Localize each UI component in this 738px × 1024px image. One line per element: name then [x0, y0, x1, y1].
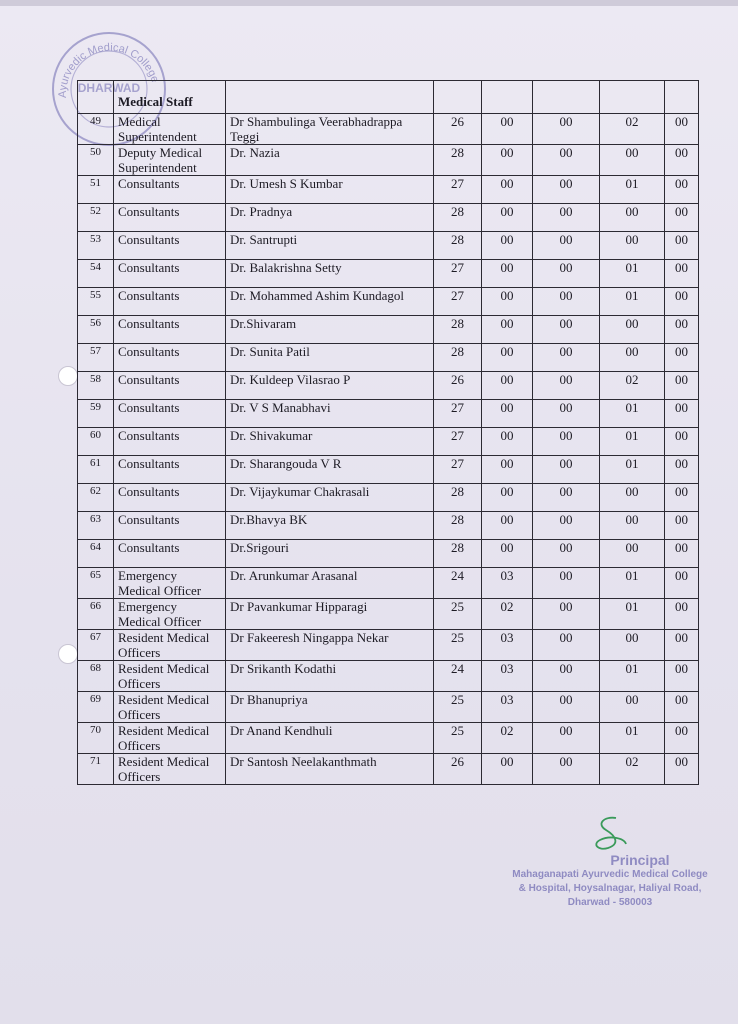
value-5-cell: 00: [665, 661, 699, 692]
value-4-cell: 00: [600, 484, 665, 512]
value-1-cell: 28: [434, 344, 482, 372]
value-2-cell: 00: [482, 260, 533, 288]
table-row: [78, 204, 699, 232]
value-1-cell: 26: [434, 372, 482, 400]
punch-hole-top: [58, 366, 78, 386]
value-4-cell: 00: [600, 692, 665, 723]
value-1-cell: 24: [434, 568, 482, 599]
value-5-cell: 00: [665, 145, 699, 176]
designation-cell: Consultants: [114, 456, 226, 484]
value-1-cell: 28: [434, 145, 482, 176]
staff-name-cell: Dr. Santrupti: [226, 232, 434, 260]
value-3-cell: 00: [533, 484, 600, 512]
staff-name-cell: Dr. Arunkumar Arasanal: [226, 568, 434, 599]
value-2-cell: 00: [482, 456, 533, 484]
value-1-cell: 28: [434, 204, 482, 232]
value-2-cell: 00: [482, 428, 533, 456]
row-number-cell: 60: [78, 428, 114, 456]
value-5-cell: 00: [665, 484, 699, 512]
value-1-cell: 26: [434, 754, 482, 785]
row-number-cell: 63: [78, 512, 114, 540]
value-2-cell: 00: [482, 484, 533, 512]
table-row: [78, 512, 699, 540]
designation-cell: Consultants: [114, 540, 226, 568]
value-4-cell: 01: [600, 568, 665, 599]
value-1-cell: 27: [434, 428, 482, 456]
value-3-cell: 00: [533, 372, 600, 400]
value-3-cell: 00: [533, 176, 600, 204]
value-3-cell: 00: [533, 260, 600, 288]
table-row: [78, 630, 699, 661]
row-number-cell: 54: [78, 260, 114, 288]
value-3-cell: 00: [533, 400, 600, 428]
table-row: [78, 260, 699, 288]
value-4-cell: 01: [600, 456, 665, 484]
value-2-cell: 03: [482, 692, 533, 723]
value-1-cell: 25: [434, 692, 482, 723]
stamp-title: Principal: [610, 852, 670, 868]
row-number-cell: 55: [78, 288, 114, 316]
value-5-cell: 00: [665, 232, 699, 260]
value-2-cell: 00: [482, 512, 533, 540]
value-4-cell: 00: [600, 540, 665, 568]
designation-cell: Emergency Medical Officer: [114, 599, 226, 630]
value-4-cell: 00: [600, 145, 665, 176]
value-1-cell: 25: [434, 630, 482, 661]
value-1-cell: 28: [434, 232, 482, 260]
row-number-cell: 66: [78, 599, 114, 630]
staff-name-cell: Dr Anand Kendhuli: [226, 723, 434, 754]
value-3-cell: 00: [533, 114, 600, 145]
staff-name-cell: Dr. Sharangouda V R: [226, 456, 434, 484]
value-5-cell: 00: [665, 512, 699, 540]
designation-cell: Consultants: [114, 316, 226, 344]
value-3-cell: 00: [533, 540, 600, 568]
value-3-cell: 00: [533, 344, 600, 372]
designation-cell: Consultants: [114, 400, 226, 428]
value-5-cell: 00: [665, 260, 699, 288]
value-1-cell: 27: [434, 176, 482, 204]
designation-cell: Consultants: [114, 232, 226, 260]
value-1-cell: 25: [434, 723, 482, 754]
value-4-cell: 00: [600, 630, 665, 661]
value-2-cell: 00: [482, 176, 533, 204]
value-2-cell: 00: [482, 232, 533, 260]
value-4-cell: 01: [600, 723, 665, 754]
table-row: [78, 372, 699, 400]
value-2-cell: 00: [482, 754, 533, 785]
staff-name-cell: Dr. Nazia: [226, 145, 434, 176]
value-3-cell: 00: [533, 145, 600, 176]
value-1-cell: 28: [434, 316, 482, 344]
designation-cell: Medical Superintendent: [114, 114, 226, 145]
value-3-cell: 00: [533, 723, 600, 754]
value-5-cell: 00: [665, 568, 699, 599]
row-number-cell: 70: [78, 723, 114, 754]
table-row: [78, 316, 699, 344]
row-number-cell: 52: [78, 204, 114, 232]
value-3-cell: 00: [533, 599, 600, 630]
value-4-cell: 01: [600, 400, 665, 428]
seal-ring-text: Ayurvedic Medical College: [56, 41, 161, 99]
designation-cell: Deputy Medical Superintendent: [114, 145, 226, 176]
row-number-cell: 51: [78, 176, 114, 204]
value-3-cell: 00: [533, 288, 600, 316]
staff-name-cell: Dr Fakeeresh Ningappa Nekar: [226, 630, 434, 661]
value-1-cell: 27: [434, 456, 482, 484]
value-2-cell: 00: [482, 114, 533, 145]
staff-name-cell: Dr Pavankumar Hipparagi: [226, 599, 434, 630]
staff-name-cell: Dr. Vijaykumar Chakrasali: [226, 484, 434, 512]
row-number-cell: 69: [78, 692, 114, 723]
staff-name-cell: Dr. Kuldeep Vilasrao P: [226, 372, 434, 400]
value-4-cell: 01: [600, 428, 665, 456]
value-2-cell: 02: [482, 599, 533, 630]
value-5-cell: 00: [665, 204, 699, 232]
table-row: [78, 145, 699, 176]
value-5-cell: 00: [665, 400, 699, 428]
value-5-cell: 00: [665, 372, 699, 400]
staff-name-cell: Dr. V S Manabhavi: [226, 400, 434, 428]
table-row: [78, 232, 699, 260]
table-row: [78, 599, 699, 630]
staff-name-cell: Dr. Mohammed Ashim Kundagol: [226, 288, 434, 316]
value-5-cell: 00: [665, 176, 699, 204]
value-2-cell: 00: [482, 204, 533, 232]
value-5-cell: 00: [665, 456, 699, 484]
principal-stamp: [482, 852, 738, 910]
staff-name-cell: Dr. Umesh S Kumbar: [226, 176, 434, 204]
value-3-cell: 00: [533, 630, 600, 661]
designation-cell: Emergency Medical Officer: [114, 568, 226, 599]
table-row: [78, 540, 699, 568]
value-5-cell: 00: [665, 599, 699, 630]
table-row: [78, 114, 699, 145]
staff-name-cell: Dr Santosh Neelakanthmath: [226, 754, 434, 785]
staff-name-cell: Dr Srikanth Kodathi: [226, 661, 434, 692]
value-2-cell: 03: [482, 661, 533, 692]
value-4-cell: 00: [600, 232, 665, 260]
value-4-cell: 01: [600, 288, 665, 316]
table-row: [78, 428, 699, 456]
designation-cell: Consultants: [114, 372, 226, 400]
punch-hole-bottom: [58, 644, 78, 664]
designation-cell: Consultants: [114, 260, 226, 288]
row-number-cell: 59: [78, 400, 114, 428]
value-1-cell: 28: [434, 540, 482, 568]
value-1-cell: 27: [434, 260, 482, 288]
row-number-cell: 62: [78, 484, 114, 512]
value-2-cell: 00: [482, 400, 533, 428]
seal-center-text: DHARWAD: [77, 81, 141, 95]
row-number-cell: 56: [78, 316, 114, 344]
table-row: [78, 692, 699, 723]
designation-cell: Consultants: [114, 344, 226, 372]
table-row: [78, 754, 699, 785]
row-number-cell: 57: [78, 344, 114, 372]
value-3-cell: 00: [533, 316, 600, 344]
row-number-cell: 53: [78, 232, 114, 260]
value-3-cell: 00: [533, 661, 600, 692]
staff-name-cell: Dr.Srigouri: [226, 540, 434, 568]
section-header-row: [78, 81, 699, 114]
medical-staff-table: [77, 80, 699, 785]
table-row: [78, 568, 699, 599]
value-4-cell: 00: [600, 316, 665, 344]
staff-name-cell: Dr Shambulinga Veerabhadrappa Teggi: [226, 114, 434, 145]
value-4-cell: 02: [600, 372, 665, 400]
value-4-cell: 00: [600, 512, 665, 540]
value-1-cell: 27: [434, 400, 482, 428]
table-row: [78, 456, 699, 484]
value-2-cell: 00: [482, 344, 533, 372]
table-row: [78, 344, 699, 372]
value-2-cell: 00: [482, 288, 533, 316]
table-row: [78, 661, 699, 692]
value-5-cell: 00: [665, 630, 699, 661]
value-4-cell: 02: [600, 114, 665, 145]
value-3-cell: 00: [533, 568, 600, 599]
value-1-cell: 27: [434, 288, 482, 316]
section-title: Medical Staff: [114, 81, 226, 114]
designation-cell: Consultants: [114, 484, 226, 512]
stamp-line-1: Mahaganapati Ayurvedic Medical College: [512, 869, 708, 880]
value-4-cell: 00: [600, 204, 665, 232]
value-2-cell: 02: [482, 723, 533, 754]
designation-cell: Resident Medical Officers: [114, 723, 226, 754]
designation-cell: Resident Medical Officers: [114, 661, 226, 692]
table-row: [78, 400, 699, 428]
staff-name-cell: Dr. Balakrishna Setty: [226, 260, 434, 288]
value-3-cell: 00: [533, 512, 600, 540]
value-1-cell: 24: [434, 661, 482, 692]
designation-cell: Consultants: [114, 512, 226, 540]
value-2-cell: 03: [482, 630, 533, 661]
row-number-cell: 58: [78, 372, 114, 400]
value-1-cell: 28: [434, 484, 482, 512]
staff-name-cell: Dr. Pradnya: [226, 204, 434, 232]
value-5-cell: 00: [665, 540, 699, 568]
row-number-cell: 50: [78, 145, 114, 176]
row-number-cell: 65: [78, 568, 114, 599]
staff-name-cell: Dr.Shivaram: [226, 316, 434, 344]
table-row: [78, 288, 699, 316]
row-number-cell: 71: [78, 754, 114, 785]
value-3-cell: 00: [533, 692, 600, 723]
staff-name-cell: Dr Bhanupriya: [226, 692, 434, 723]
value-4-cell: 01: [600, 260, 665, 288]
row-number-cell: 61: [78, 456, 114, 484]
designation-cell: Consultants: [114, 204, 226, 232]
designation-cell: Resident Medical Officers: [114, 754, 226, 785]
value-2-cell: 00: [482, 145, 533, 176]
value-3-cell: 00: [533, 456, 600, 484]
value-5-cell: 00: [665, 754, 699, 785]
value-5-cell: 00: [665, 288, 699, 316]
value-5-cell: 00: [665, 692, 699, 723]
stamp-line-2: & Hospital, Hoysalnagar, Haliyal Road,: [518, 883, 702, 894]
value-3-cell: 00: [533, 204, 600, 232]
value-4-cell: 00: [600, 344, 665, 372]
value-5-cell: 00: [665, 723, 699, 754]
designation-cell: Consultants: [114, 176, 226, 204]
value-1-cell: 26: [434, 114, 482, 145]
value-2-cell: 03: [482, 568, 533, 599]
value-1-cell: 25: [434, 599, 482, 630]
value-2-cell: 00: [482, 540, 533, 568]
staff-name-cell: Dr.Bhavya BK: [226, 512, 434, 540]
value-5-cell: 00: [665, 428, 699, 456]
row-number-cell: 64: [78, 540, 114, 568]
value-3-cell: 00: [533, 754, 600, 785]
value-4-cell: 01: [600, 176, 665, 204]
staff-name-cell: Dr. Shivakumar: [226, 428, 434, 456]
value-2-cell: 00: [482, 372, 533, 400]
table-row: [78, 176, 699, 204]
principal-signature: [586, 814, 634, 856]
designation-cell: Resident Medical Officers: [114, 630, 226, 661]
row-number-cell: 68: [78, 661, 114, 692]
table-row: [78, 484, 699, 512]
designation-cell: Consultants: [114, 428, 226, 456]
stamp-line-3: Dharwad - 580003: [567, 897, 653, 908]
value-5-cell: 00: [665, 344, 699, 372]
value-4-cell: 01: [600, 661, 665, 692]
value-4-cell: 02: [600, 754, 665, 785]
value-3-cell: 00: [533, 232, 600, 260]
designation-cell: Resident Medical Officers: [114, 692, 226, 723]
table-row: [78, 723, 699, 754]
row-number-cell: 67: [78, 630, 114, 661]
value-2-cell: 00: [482, 316, 533, 344]
staff-name-cell: Dr. Sunita Patil: [226, 344, 434, 372]
value-3-cell: 00: [533, 428, 600, 456]
value-5-cell: 00: [665, 114, 699, 145]
value-4-cell: 01: [600, 599, 665, 630]
row-number-cell: 49: [78, 114, 114, 145]
designation-cell: Consultants: [114, 288, 226, 316]
value-1-cell: 28: [434, 512, 482, 540]
value-5-cell: 00: [665, 316, 699, 344]
